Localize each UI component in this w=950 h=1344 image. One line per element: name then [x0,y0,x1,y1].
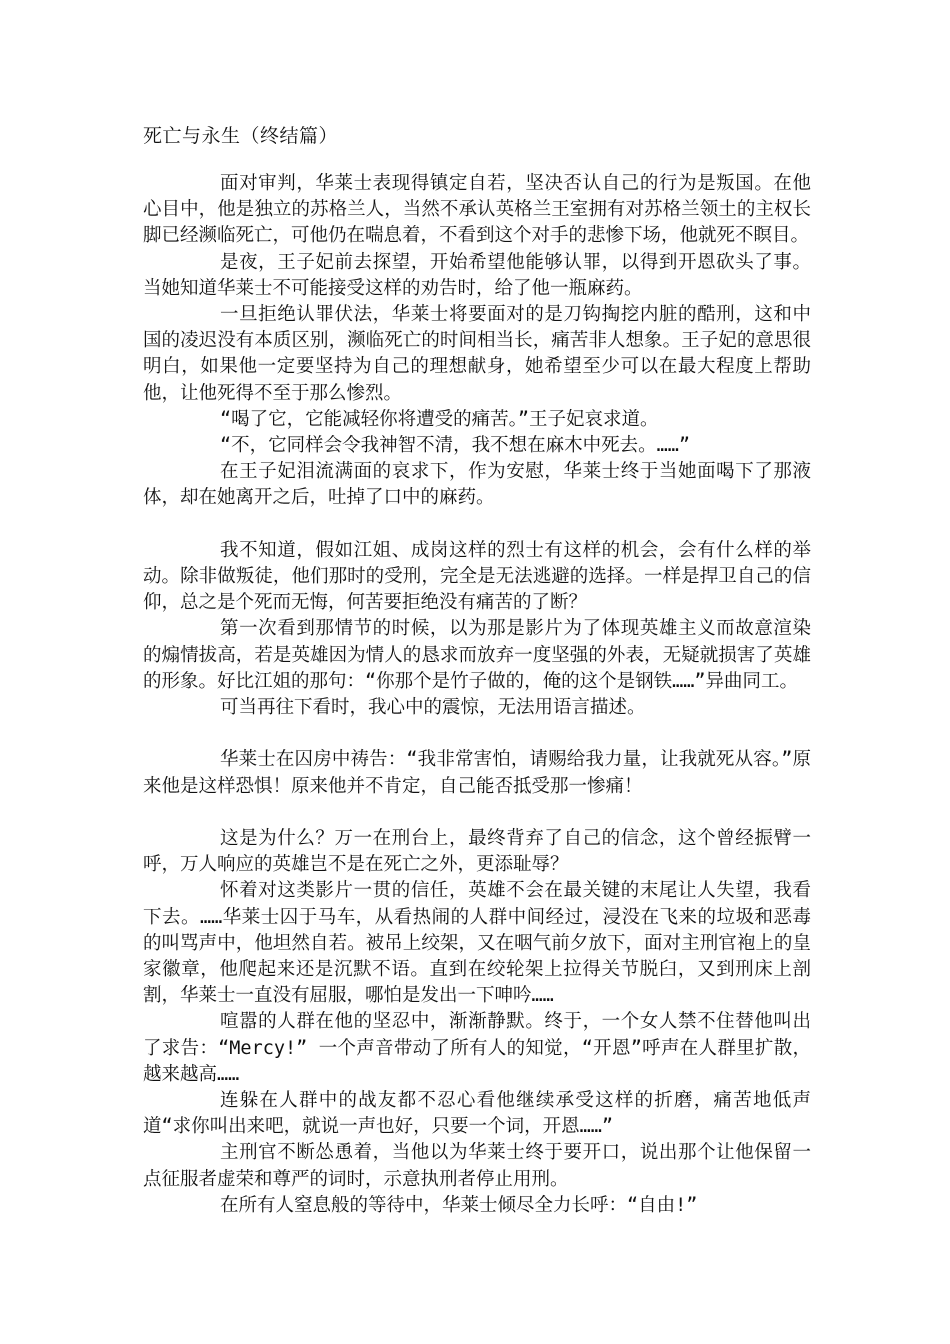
paragraph: 喧嚣的人群在他的坚忍中，渐渐静默。终于，一个女人禁不住替他叫出了求告：“Mercy!” 一个声音带动了所有人的知觉，“开恩”呼声在人群里扩散，越来越高…… [143,1011,811,1085]
paragraph-spacer [143,800,811,826]
paragraph: 华莱士在囚房中祷告：“我非常害怕，请赐给我力量，让我就死从容。”原来他是这样恐惧！原来他并不肯定，自己能否抵受那一惨痛！ [143,749,811,797]
paragraph-spacer [143,512,811,538]
paragraph: 连躲在人群中的战友都不忍心看他继续承受这样的折磨，痛苦地低声道“求你叫出来吧，就说一声也好，只要一个词，开恩……” [143,1090,811,1138]
paragraph: 在王子妃泪流满面的哀求下，作为安慰，华莱士终于当她面喝下了那液体，却在她离开之后，吐掉了口中的麻药。 [143,461,811,509]
paragraph: “喝了它，它能减轻你将遭受的痛苦。”王子妃哀求道。 [220,408,659,430]
paragraph: 是夜，王子妃前去探望，开始希望他能够认罪，以得到开恩砍头了事。当她知道华莱士不可能接受这样的劝告时，给了他一瓶麻药。 [143,251,811,299]
paragraph: 主刑官不断怂恿着，当他以为华莱士终于要开口，说出那个让他保留一点征服者虚荣和尊严的词时，示意执刑者停止用刑。 [143,1142,811,1190]
paragraph-spacer [143,721,811,747]
paragraph: 这是为什么？万一在刑台上，最终背弃了自己的信念，这个曾经振臂一呼，万人响应的英雄岂不是在死亡之外，更添耻辱？ [143,828,811,876]
document-title: 死亡与永生（终结篇） [143,125,339,147]
document-body [143,171,811,1219]
paragraph: 可当再往下看时，我心中的震惊，无法用语言描述。 [220,697,646,719]
paragraph: “不，它同样会令我神智不清，我不想在麻木中死去。……” [220,435,691,457]
paragraph: 一旦拒绝认罪伏法，华莱士将要面对的是刀钩掏挖内脏的酷刑，这和中国的凌迟没有本质区别，濒临死亡的时间相当长，痛苦非人想象。王子妃的意思很明白，如果他一定要坚持为自己的理想献身，她希望至少可以在最大程度上帮助他，让他死得不至于那么惨烈。 [143,304,811,404]
paragraph: 面对审判，华莱士表现得镇定自若，坚决否认自己的行为是叛国。在他心目中，他是独立的苏格兰人，当然不承认英格兰王室拥有对苏格兰领土的主权长脚已经濒临死亡，可他仍在喘息着，不看到这个对手的悲惨下场，他就死不瞑目。 [143,173,811,247]
paragraph: 我不知道，假如江姐、成岗这样的烈士有这样的机会，会有什么样的举动。除非做叛徒，他们那时的受刑，完全是无法逃避的选择。一样是捍卫自己的信仰，总之是个死而无悔，何苦要拒绝没有痛苦的了断？ [143,539,811,614]
paragraph: 第一次看到那情节的时候，以为那是影片为了体现英雄主义而故意渲染的煽情拔高，若是英雄因为情人的恳求而放弃一度坚强的外表，无疑就损害了英雄的形象。好比江姐的那句：“你那个是竹子做的，俺的这个是钢铁……”异曲同工。 [143,618,811,692]
paragraph: 怀着对这类影片一贯的信任，英雄不会在最关键的末尾让人失望，我看下去。……华莱士囚于马车，从看热闹的人群中间经过，浸没在飞来的垃圾和恶毒的叫骂声中，他坦然自若。被吊上绞架，又在咽气前夕放下，面对主刑官袍上的皇家徽章，他爬起来还是沉默不语。直到在绞轮架上拉得关节脱臼，又到刑床上剖割，华莱士一直没有屈服，哪怕是发出一下呻吟…… [143,880,811,1007]
paragraph: 在所有人窒息般的等待中，华莱士倾尽全力长呼：“自由!” [220,1194,698,1216]
